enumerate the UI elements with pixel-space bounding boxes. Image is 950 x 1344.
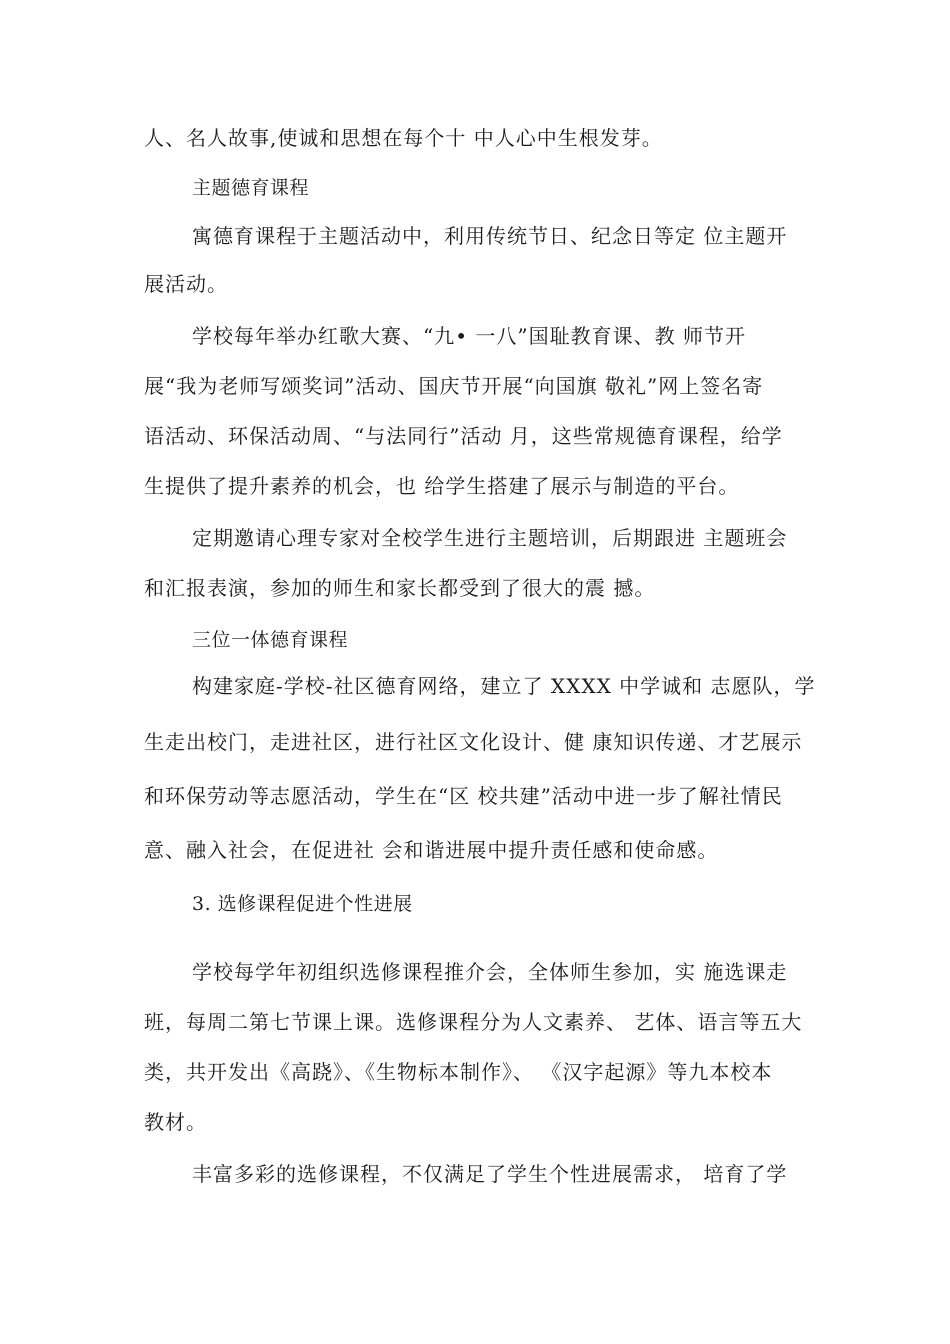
paragraph-line: 学校每年举办红歌大赛、“九• 一八”国耻教育课、教 师节开: [192, 324, 746, 348]
section-heading: 主题德育课程: [192, 177, 310, 199]
paragraph-line: 寓德育课程于主题活动中，利用传统节日、纪念日等定 位主题开: [192, 224, 788, 248]
paragraph-line: 丰富多彩的选修课程，不仅满足了学生个性进展需求， 培育了学: [192, 1162, 788, 1186]
paragraph-line: 生走出校门，走进社区，进行社区文化设计、健 康知识传递、才艺展示: [144, 730, 803, 754]
paragraph-line: 和环保劳动等志愿活动，学生在“区 校共建”活动中进一步了解社情民: [144, 784, 783, 808]
section-heading: 三位一体德育课程: [192, 629, 349, 651]
paragraph-line: 学校每学年初组织选修课程推介会，全体师生参加，实 施选课走: [192, 960, 788, 984]
paragraph-line: 意、融入社会，在促进社 会和谐进展中提升责任感和使命感。: [144, 838, 719, 862]
paragraph-line: 教材。: [144, 1110, 207, 1134]
paragraph-line: 和汇报表演，参加的师生和家长都受到了很大的震 撼。: [144, 576, 656, 600]
paragraph-line: 生提供了提升素养的机会，也 给学生搭建了展示与制造的平台。: [144, 474, 740, 498]
paragraph-line: 展活动。: [144, 272, 228, 296]
paragraph-line: 类，共开发出《高跷》、《生物标本制作》、 《汉字起源》等九本校本: [144, 1060, 773, 1084]
paragraph-line: 构建家庭-学校-社区德育网络，建立了 XXXX 中学诚和 志愿队，学: [192, 674, 816, 698]
section-heading: 3. 选修课程促进个性进展: [192, 893, 413, 915]
paragraph-line: 班，每周二第七节课上课。选修课程分为人文素养、 艺体、语言等五大: [144, 1010, 803, 1034]
paragraph-line: 定期邀请心理专家对全校学生进行主题培训，后期跟进 主题班会: [192, 526, 788, 550]
paragraph-line: 展“我为老师写颂奖词”活动、国庆节开展“向国旗 敬礼”网上签名寄: [144, 374, 764, 398]
paragraph-line: 人、名人故事,使诚和思想在每个十 中人心中生根发芽。: [144, 126, 663, 150]
paragraph-line: 语活动、环保活动周、“与法同行”活动 月，这些常规德育课程，给学: [144, 424, 783, 448]
